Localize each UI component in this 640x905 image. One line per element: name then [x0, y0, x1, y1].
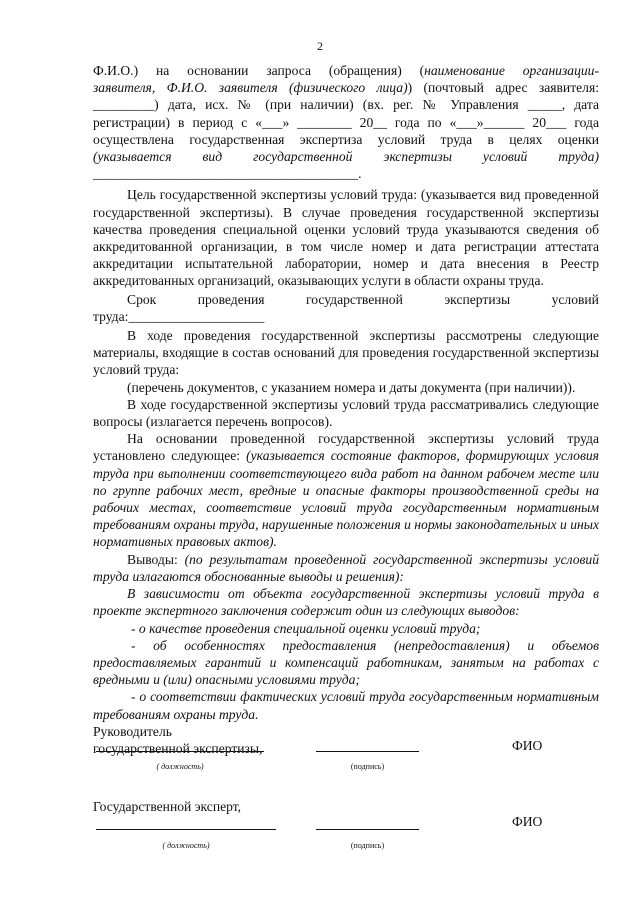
- fio-head: ФИО: [512, 738, 543, 753]
- position-line-expert: [96, 829, 276, 830]
- term-line-1: Срок проведения государственной экспертизы условий: [127, 291, 599, 307]
- caption-signature-head: (подпись): [350, 762, 385, 771]
- conclusion-item-2: - об особенностях предоставления (непредоставления) и объемов предоставляемых гарантий и компенсаций работникам, занятым на работах с вредными и (или) опасными условиями труда;: [93, 637, 599, 688]
- depending-paragraph: В зависимости от объекта государственной экспертизы условий труда в проекте экспертного заключения содержит один из следующих выводов:: [93, 586, 599, 619]
- page-number: 2: [317, 39, 323, 53]
- fio-expert: ФИО: [512, 814, 543, 829]
- intro-line-3: _________) дата, исх. № (при наличии) (вх. рег. № Управления _____, дата: [93, 97, 599, 113]
- term-line-2: труда:____________________: [93, 308, 265, 324]
- conclusions-paragraph: Выводы: (по результатам проведенной государственной экспертизы условий труда излагаются обоснованные выводы и решения):: [93, 551, 599, 584]
- intro-line-7: _______________________________________.: [93, 166, 362, 182]
- head-title-line-1: Руководитель: [93, 723, 172, 739]
- expert-title: Государственной эксперт,: [93, 799, 242, 814]
- intro-line-4: регистрации) в период с «___» ________ 20__ года по «___»______ 20___ года: [93, 114, 599, 130]
- established-paragraph: На основании проведенной государственной экспертизы условий труда установлено следующее: (указывается состояние факторов, формирующих условия труда при выполнении соответствующего вида работ на данном рабочем месте или по группе рабочих мест, вредные и опасные факторы производственной среды на рабочих местах, соответствие условий труда государственным нормативным требованиям охраны труда, нарушенные положения и нормы законодательных и иных нормативных правовых актов).: [93, 431, 599, 550]
- head-title-line-2: государственной экспертизы,: [93, 740, 263, 756]
- caption-signature-expert: (подпись): [350, 841, 385, 850]
- intro-line-1: Ф.И.О.) на основании запроса (обращения) (наименование организации-: [93, 63, 600, 78]
- materials-paragraph: В ходе проведения государственной экспертизы рассмотрены следующие материалы, входящие в состав оснований для проведения государственной экспертизы условий труда:: [93, 328, 599, 378]
- questions-paragraph: В ходе государственной экспертизы условий труда рассматривались следующие вопросы (излагается перечень вопросов).: [93, 396, 599, 430]
- intro-line-6: (указывается вид государственной экспертизы условий труда): [93, 149, 599, 165]
- signature-line-expert: [316, 829, 419, 830]
- intro-line-5: осуществлена государственная экспертиза условий труда в целях оценки: [93, 131, 599, 147]
- document-body: [93, 62, 599, 757]
- intro-line-2: заявителя, Ф.И.О. заявителя (физического лица)) (почтовый адрес заявителя:: [93, 80, 599, 96]
- materials-list: (перечень документов, с указанием номера и даты документа (при наличии)).: [127, 379, 576, 395]
- goal-paragraph: Цель государственной экспертизы условий труда: (указывается вид проведенной государственной экспертизы). В случае проведения государственной экспертизы качества проведения специальной оценки условий труда указываются сведения об аккредитованной организации, в том числе номер и дата регистрации аттестата аккредитации испытательной лаборатории, номер и дата внесения в Реестр аккредитованных организаций, оказывающих услуги в области охраны труда.: [93, 187, 599, 289]
- signature-line-head: [316, 751, 419, 752]
- conclusion-item-1: - о качестве проведения специальной оценки условий труда;: [131, 620, 481, 636]
- caption-position-expert: ( должность): [162, 841, 210, 850]
- caption-position-head: ( должность): [156, 762, 204, 771]
- conclusion-item-3: - о соответствии фактических условий труда государственным нормативным требованиям охраны труда.: [93, 689, 599, 722]
- position-line-head: [96, 751, 264, 752]
